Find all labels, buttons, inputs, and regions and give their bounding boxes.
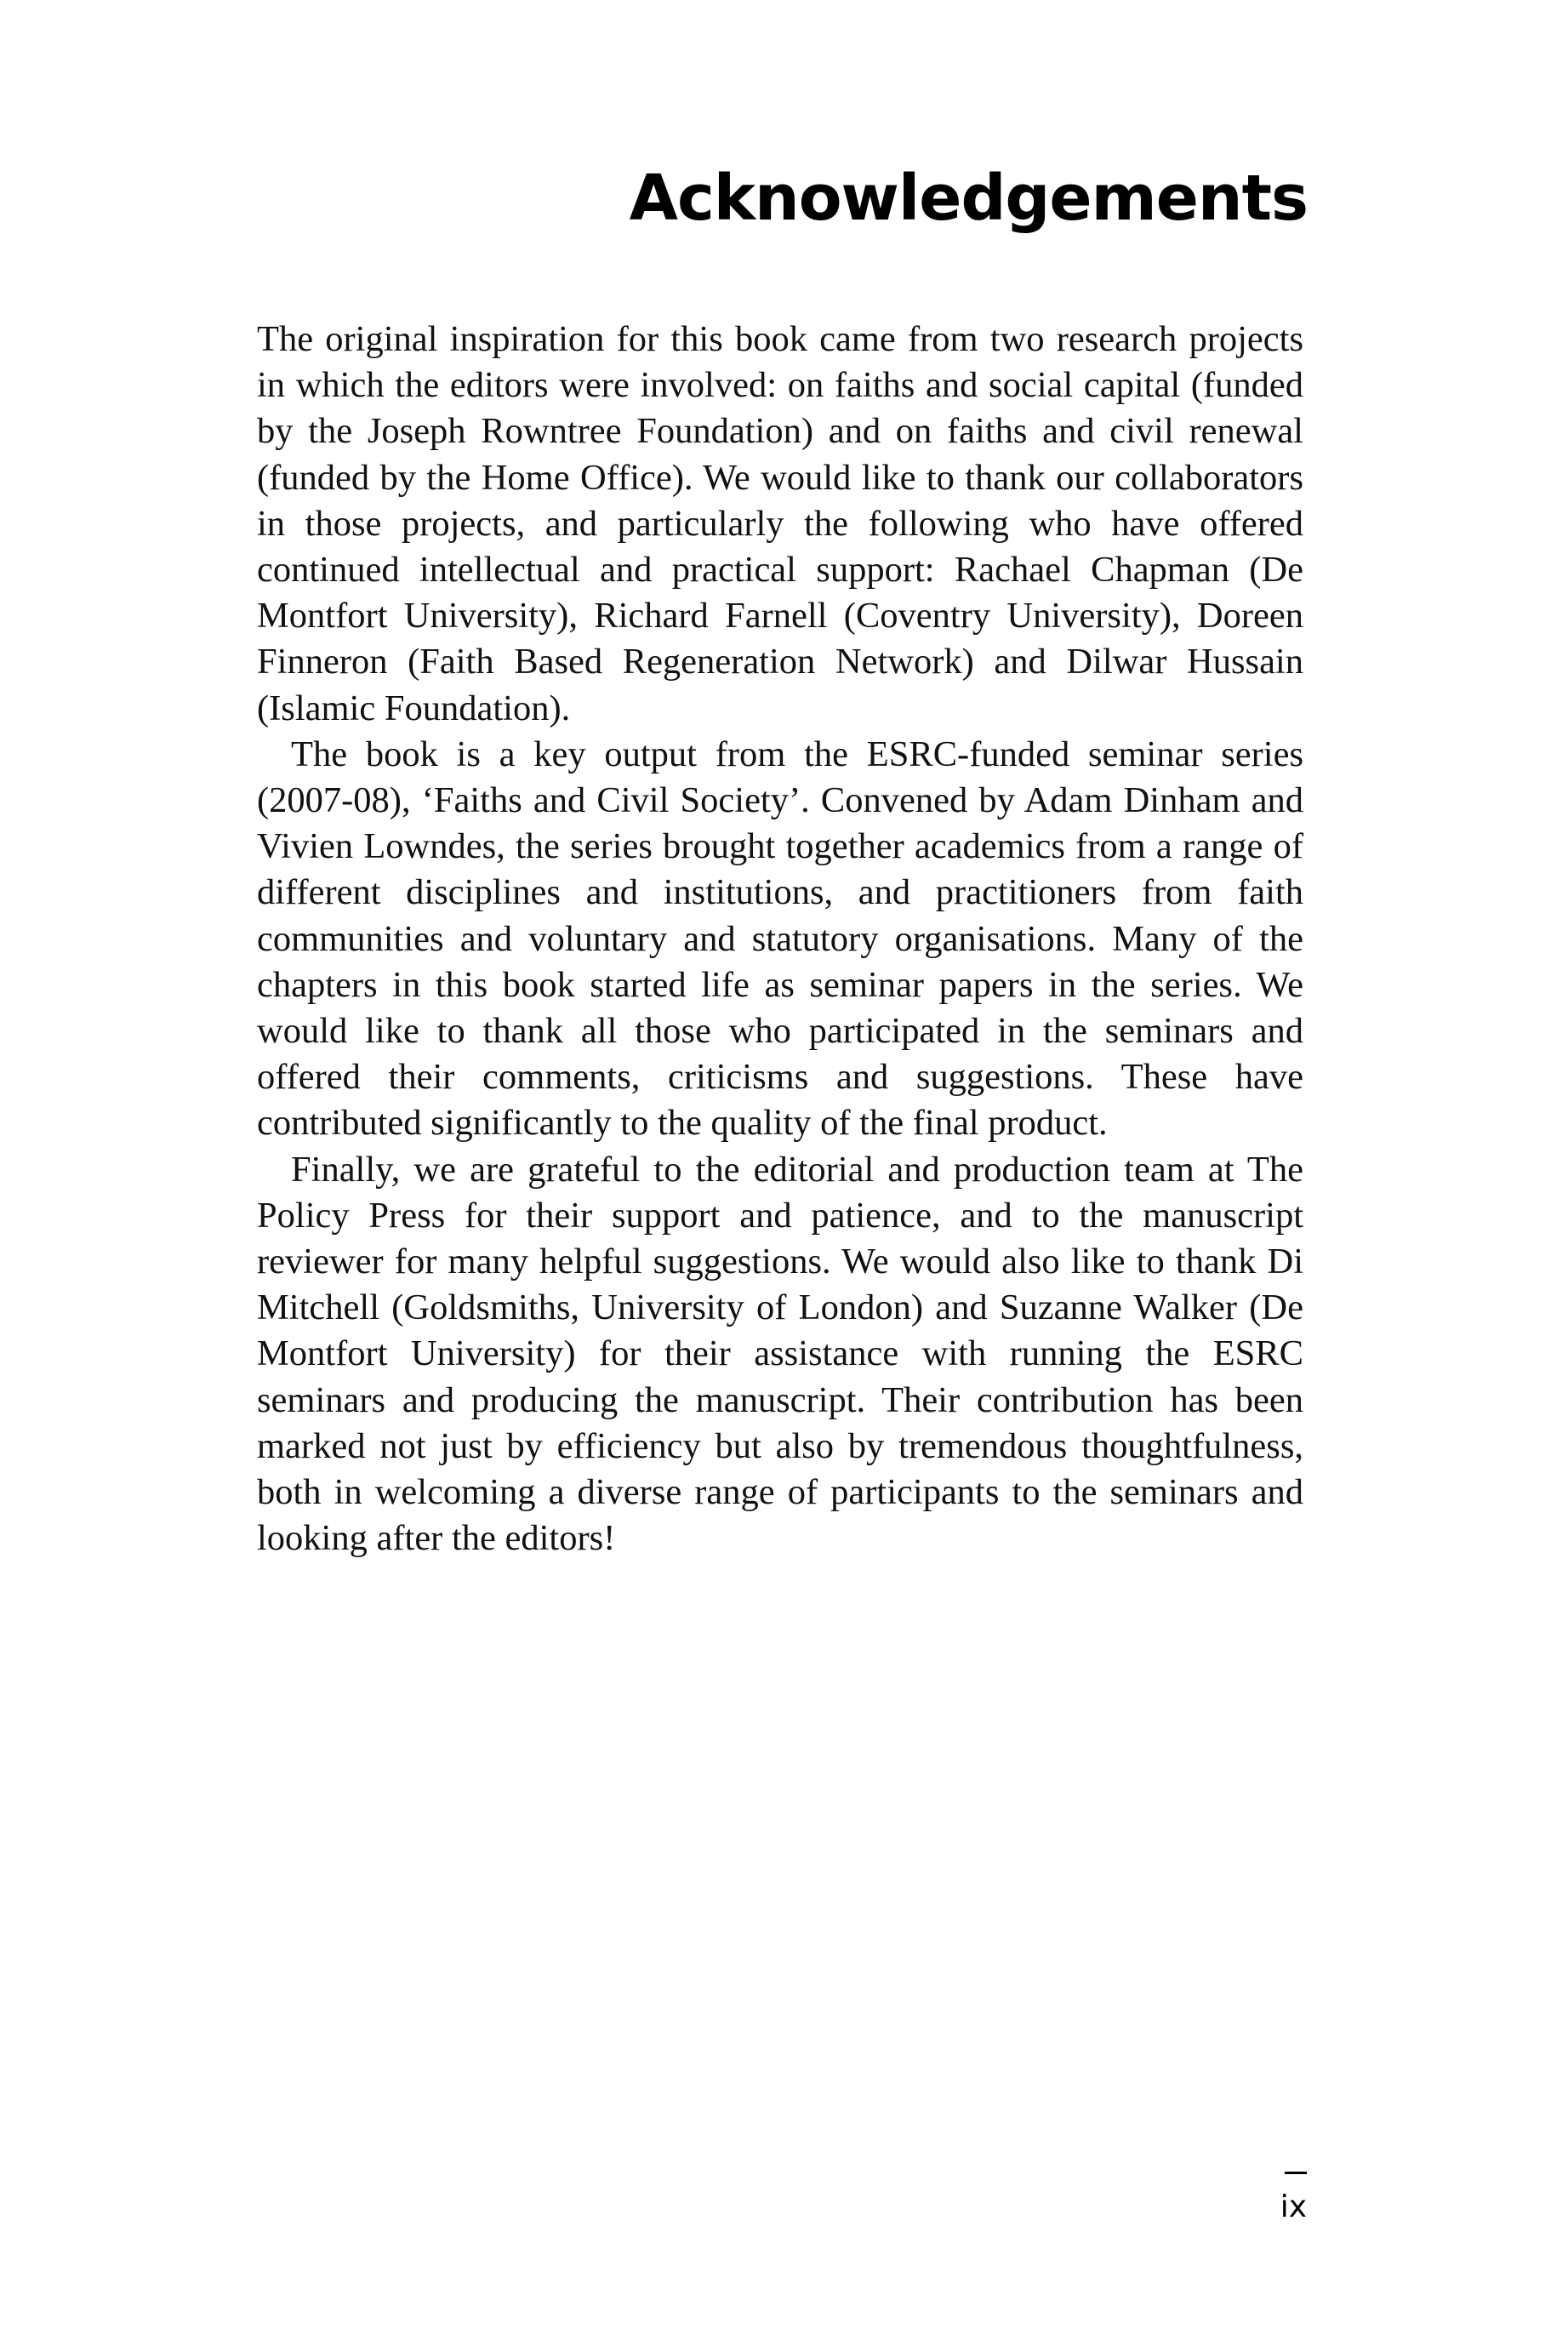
page-title: Acknowledgements bbox=[629, 162, 1308, 235]
acknowledgements-body bbox=[257, 317, 1303, 1561]
page-number-rule bbox=[1285, 2172, 1307, 2174]
paragraph-2: The book is a key output from the ESRC-funded seminar series (2007-08), ‘Faiths and Civil Society’. Convened by Adam Dinham and Vivien Lowndes, the series brought together academics from a range of different disciplines and institutions, and practitioners from faith communities and voluntary and statutory organisations. Many of the chapters in this book started life as seminar papers in the series. We would like to thank all those who participated in the seminars and offered their comments, criticisms and suggestions. These have contributed significantly to the quality of the final product. bbox=[257, 734, 1303, 1144]
paragraph-1: The original inspiration for this book came from two research projects in which the editors were involved: on faiths and social capital (funded by the Joseph Rowntree Foundation) and on faiths and civil renewal (funded by the Home Office). We would like to thank our collaborators in those projects, and particularly the following who have offered continued intellectual and practical support: Rachael Chapman (De Montfort University), Richard Farnell (Coventry University), Doreen Finneron (Faith Based Regeneration Network) and Dilwar Hussain (Islamic Foundation). bbox=[257, 319, 1303, 728]
page-number: ix bbox=[1280, 2189, 1307, 2224]
paragraph-3: Finally, we are grateful to the editorial and production team at The Policy Press for their support and patience, and to the manuscript reviewer for many helpful suggestions. We would also like to thank Di Mitchell (Goldsmiths, University of London) and Suzanne Walker (De Montfort University) for their assistance with running the ESRC seminars and producing the manuscript. Their contribution has been marked not just by efficiency but also by tremendous thoughtfulness, both in welcoming a diverse range of participants to the seminars and looking after the editors! bbox=[257, 1149, 1303, 1559]
